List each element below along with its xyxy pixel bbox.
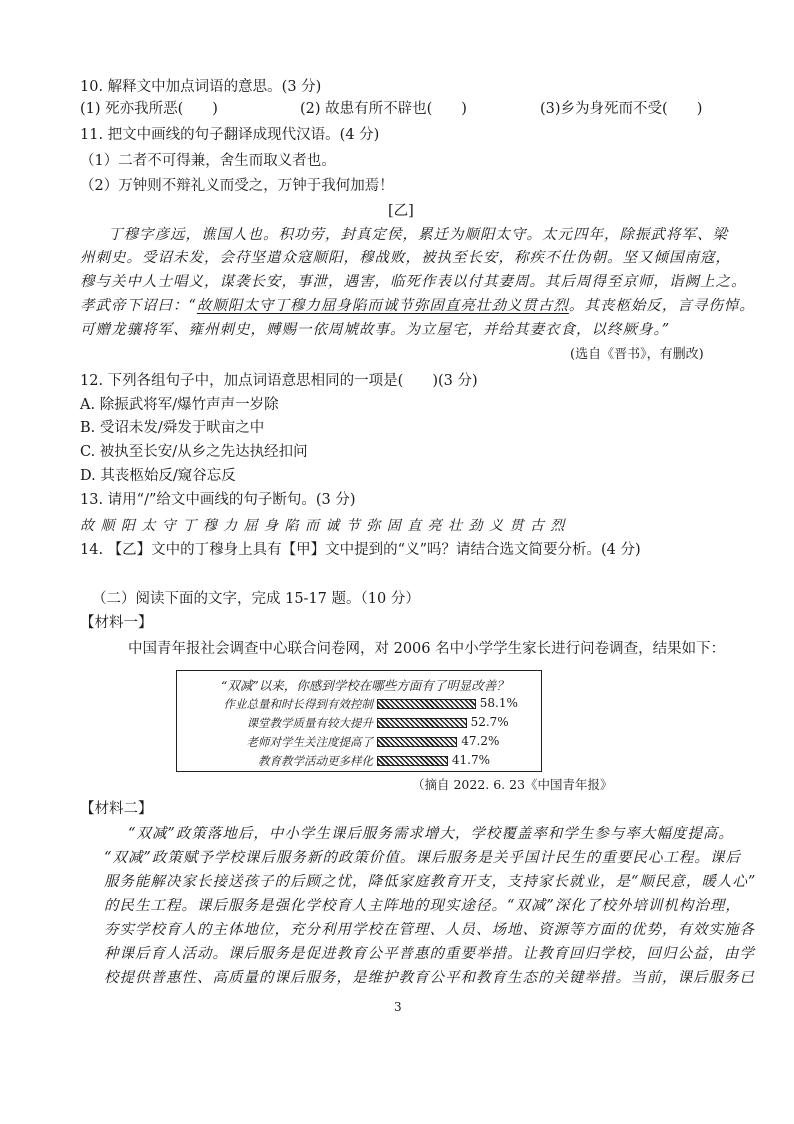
material-2-line: 的民生工程。课后服务是强化学校育人主阵地的现实途径。“双减”深化了校外培训机构治理，: [104, 898, 741, 914]
edict-underlined-sentence: 故顺阳太守丁穆力屈身陷而诚节弥固直亮壮劲义贯古烈: [196, 298, 569, 314]
chart-category-label: 教育教学活动更多样化: [258, 754, 373, 768]
material-1-intro: 中国青年报社会调查中心联合问卷网，对 2006 名中小学学生家长进行问卷调查，结果如下：: [128, 641, 726, 657]
q11-stem: 11. 把文中画线的句子翻译成现代汉语。(4 分): [80, 127, 380, 143]
chart-value-label: 58.1%: [479, 696, 518, 710]
material-2-title: 【材料二】: [80, 801, 153, 817]
q10-item-3: (3)乡为身死而不受( ): [540, 101, 703, 117]
chart-category-label: 作业总量和时长得到有效控制: [223, 697, 373, 711]
material-2-line: 夯实学校育人的主体地位，充分利用学校在管理、人员、场地、资源等方面的优势，有效实施各: [104, 922, 755, 938]
q12-option-b: B. 受诏未发/舜发于畎亩之中: [80, 420, 265, 436]
material-2-line: 校提供普惠性、高质量的课后服务，是维护教育公平和教育生态的关键举措。当前，课后服务已: [104, 970, 755, 986]
q11-item-1: （1）二者不可得兼，舍生而取义者也。: [80, 153, 336, 169]
q12-option-c: C. 被执至长安/从乡之先达执经扣问: [80, 444, 308, 460]
chart-value-label: 47.2%: [461, 734, 500, 748]
passage-line-4: [80, 297, 755, 315]
chart-category-label: 老师对学生关注度提高了: [246, 735, 373, 749]
q10-stem: 10. 解释文中加点词语的意思。(3 分): [80, 79, 322, 95]
edict-prefix: 孝武帝下诏曰：“: [80, 298, 197, 314]
q12-option-d: D. 其丧柩始反/窥谷忘反: [80, 468, 236, 484]
passage-line-1: 丁穆字彦远，谯国人也。积功劳，封真定侯，累迁为顺阳太守。太元四年，除振武将军、梁: [108, 227, 728, 243]
chart-value-label: 41.7%: [451, 753, 490, 767]
edict-suffix: 。其丧柩始反，言寻伤悼。: [568, 298, 755, 314]
q12-stem: 12. 下列各组句子中，加点词语意思相同的一项是( )(3 分): [80, 373, 478, 389]
passage-line-3: 穆与关中人士唱义，谋袭长安，事泄，遇害，临死作表以付其妻周。其后周得至京师，诣阙上之。: [80, 274, 747, 290]
q11-item-2: （2）万钟则不辩礼义而受之，万钟于我何加焉！: [80, 178, 394, 194]
chart-bar: [377, 699, 476, 709]
material-2-line: “双减”政策落地后，中小学生课后服务需求增大，学校覆盖率和学生参与率大幅度提高。: [128, 826, 734, 842]
material-2-line: 服务能解决家长接送孩子的后顾之忧，降低家庭教育开支，支持家长就业，是“顺民意，暖人心”: [104, 874, 757, 890]
chart-bar: [377, 718, 467, 728]
material-2-line: 种课后育人活动。课后服务是促进教育公平普惠的重要举措。让教育回归学校，回归公益，由学: [104, 946, 755, 962]
passage-source: (选自《晋书》，有删改): [570, 347, 704, 362]
chart-value-label: 52.7%: [470, 715, 509, 729]
chart-bar: [377, 737, 457, 747]
passage-heading: [乙]: [388, 203, 414, 219]
page-number: 3: [394, 1000, 402, 1014]
part2-stem: （二）阅读下面的文字，完成 15-17 题。（10 分）: [92, 591, 420, 607]
survey-bar-chart: [176, 670, 542, 772]
chart-bar: [377, 756, 448, 766]
q14-stem: 14. 【乙】文中的丁穆身上具有【甲】文中提到的“义”吗？请结合选文简要分析。(4 分): [80, 542, 641, 558]
q10-item-2: (2) 故患有所不辟也( ): [300, 101, 467, 117]
q13-sentence: 故 顺 阳 太 守 丁 穆 力 屈 身 陷 而 诚 节 弥 固 直 亮 壮 劲 义 贯 古 烈: [80, 518, 566, 534]
chart-title: “双减”以来，你感到学校在哪些方面有了明显改善？: [221, 678, 509, 693]
material-1-title: 【材料一】: [80, 615, 153, 631]
q13-stem: 13. 请用“/”给文中画线的句子断句。(3 分): [80, 492, 356, 508]
chart-source: （摘自 2022. 6. 23《中国青年报》: [412, 777, 613, 792]
passage-line-5: 可赠龙骧将军、雍州刺史，赙赐一依周虓故事。为立屋宅，并给其妻衣食，以终厥身。”: [80, 322, 671, 338]
chart-category-label: 课堂教学质量有较大提升: [246, 716, 373, 730]
q10-item-1: (1) 死亦我所恶( ): [80, 101, 218, 117]
passage-line-2: 州刺史。受诏未发，会苻坚遣众寇顺阳，穆战败，被执至长安，称疾不仕伪朝。坚又倾国南寇，: [80, 250, 731, 266]
q12-option-a: A. 除振武将军/爆竹声声一岁除: [80, 397, 279, 413]
material-2-line: “双减”政策赋予学校课后服务新的政策价值。课后服务是关乎国计民生的重要民心工程。课后: [104, 850, 741, 866]
